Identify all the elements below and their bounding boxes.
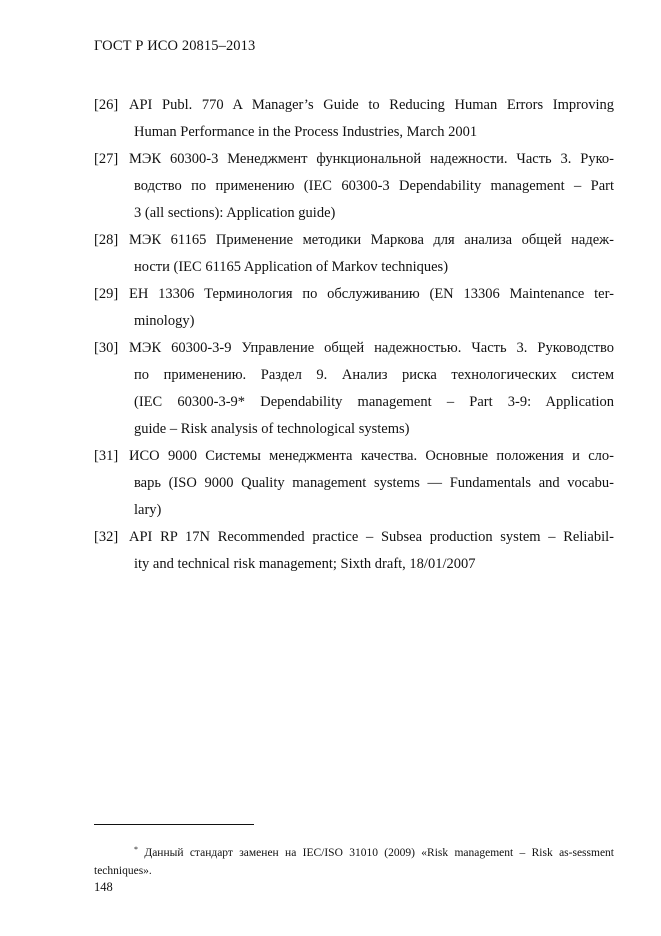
reference-item [94, 524, 614, 578]
reference-line: 3 (all sections): Application guide) [134, 205, 336, 221]
reference-number: [29] [94, 286, 119, 302]
reference-line: варь (ISO 9000 Quality management systems — Fundamentals and vocabu- [134, 475, 614, 491]
reference-number: [31] [94, 448, 119, 464]
reference-line: API Publ. 770 A Manager’s Guide to Reducing Human Errors Improving [129, 97, 614, 113]
reference-line: по применению. Раздел 9. Анализ риска технологических систем [134, 367, 614, 383]
document-header: ГОСТ Р ИСО 20815–2013 [94, 38, 256, 54]
footnote [94, 841, 614, 880]
reference-line: МЭК 60300-3 Менеджмент функциональной надежности. Часть 3. Руко- [129, 151, 614, 167]
reference-number: [26] [94, 97, 119, 113]
footnote-mark: * [134, 845, 138, 854]
reference-line: ity and technical risk management; Sixth draft, 18/01/2007 [134, 556, 476, 572]
reference-item [94, 335, 614, 443]
reference-line: lary) [134, 502, 162, 518]
reference-line: ИСО 9000 Системы менеджмента качества. Основные положения и сло- [129, 448, 614, 464]
reference-item [94, 443, 614, 524]
reference-line: guide – Risk analysis of technological systems) [134, 421, 410, 437]
reference-item [94, 227, 614, 281]
reference-line: водство по применению (IEC 60300-3 Dependability management – Part [134, 178, 614, 194]
reference-item [94, 281, 614, 335]
reference-number: [30] [94, 340, 119, 356]
reference-line: minology) [134, 313, 195, 329]
reference-line: (IEC 60300-3-9* Dependability management – Part 3-9: Application [134, 394, 614, 410]
reference-item [94, 92, 614, 146]
footnote-text: Данный стандарт заменен на IEC/ISO 31010 (2009) «Risk management – Risk as-sessment techniques». [94, 847, 614, 877]
reference-line: МЭК 61165 Применение методики Маркова для анализа общей надеж- [129, 232, 614, 248]
reference-item [94, 146, 614, 227]
reference-number: [32] [94, 529, 119, 545]
reference-line: ности (IEC 61165 Application of Markov techniques) [134, 259, 449, 275]
reference-line: API RP 17N Recommended practice – Subsea production system – Reliabil- [129, 529, 614, 545]
reference-line: ЕН 13306 Терминология по обслуживанию (EN 13306 Maintenance ter- [129, 286, 614, 302]
reference-line: МЭК 60300-3-9 Управление общей надежностью. Часть 3. Руководство [129, 340, 614, 356]
reference-number: [27] [94, 151, 119, 167]
reference-line: Human Performance in the Process Industries, March 2001 [134, 124, 478, 140]
reference-list [94, 92, 614, 578]
footnote-separator [94, 824, 254, 825]
reference-number: [28] [94, 232, 119, 248]
page-number: 148 [94, 880, 113, 894]
